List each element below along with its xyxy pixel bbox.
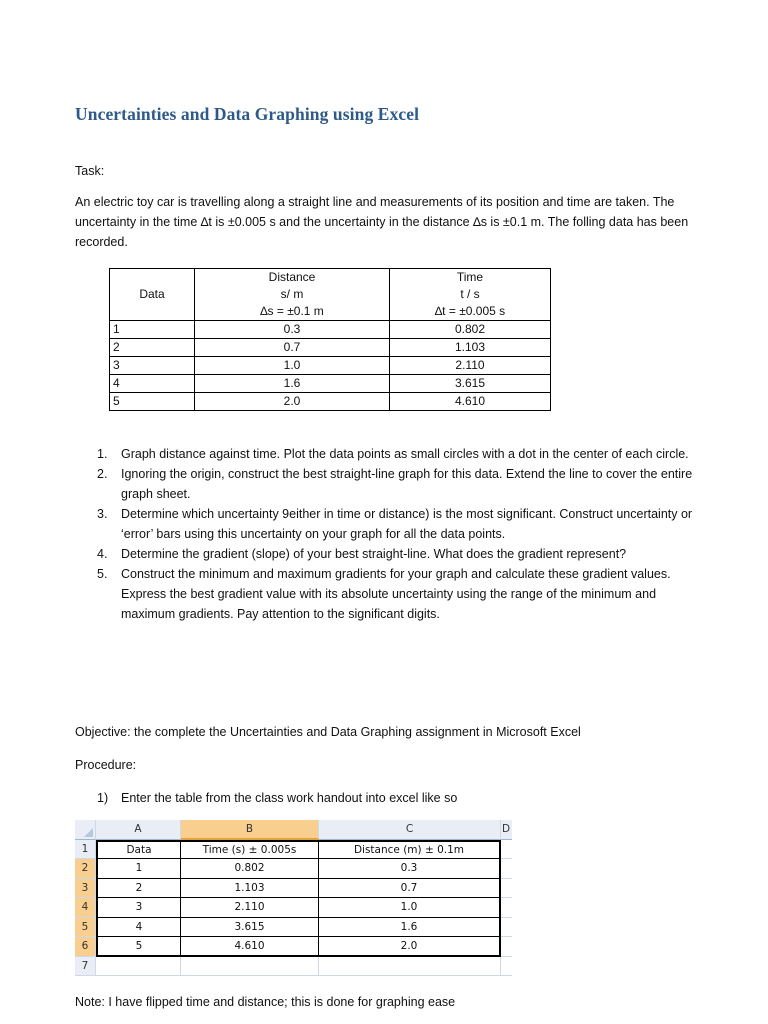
cell-time: 1.103 [390,339,551,357]
sheet-cell[interactable]: 0.802 [181,859,319,879]
list-text: Construct the minimum and maximum gradients for your graph and calculate these gradient values. Express the best gradient value with its absolute uncertainty using the range of the minimum and maximum gradients. Pay attention to the significant digits. [121,567,671,621]
sheet-cell[interactable]: 1.6 [319,918,501,938]
cell-distance: 0.7 [195,339,390,357]
cell-distance: 1.0 [195,357,390,375]
sheet-cell[interactable]: 1 [96,859,181,879]
sheet-row [75,859,512,879]
sheet-cell[interactable]: 5 [96,937,181,957]
cell-time: 0.802 [390,321,551,339]
sheet-row [75,937,512,957]
step-number: 1) [97,791,109,805]
header-time-line: ∆t = ±0.005 s [434,304,506,318]
sheet-cell[interactable]: 0.3 [319,859,501,879]
cell-data: 4 [110,375,195,393]
sheet-cell[interactable]: 3.615 [181,918,319,938]
column-header-row [75,820,512,840]
sheet-cell[interactable]: 2.0 [319,937,501,957]
cell-data: 5 [110,393,195,411]
cell-distance: 1.6 [195,375,390,393]
sheet-cell[interactable] [501,898,512,918]
table-row [110,375,551,393]
sheet-row [75,840,512,860]
cell-data: 1 [110,321,195,339]
cell-time: 2.110 [390,357,551,375]
sheet-cell[interactable]: 3 [96,898,181,918]
list-text: Graph distance against time. Plot the data points as small circles with a dot in the center of each circle. [121,447,689,461]
list-number: 5. [97,567,108,581]
procedure-step [97,788,457,808]
column-header-b[interactable]: B [181,820,319,840]
list-item [97,464,697,504]
sheet-cell[interactable]: 1.103 [181,879,319,899]
list-text: Determine the gradient (slope) of your best straight-line. What does the gradient represent? [121,547,627,561]
header-time-line: Time [456,270,484,284]
header-time [390,269,551,321]
list-number: 1. [97,447,108,461]
cell-time: 3.615 [390,375,551,393]
list-item [97,564,697,624]
sheet-cell[interactable]: 0.7 [319,879,501,899]
list-text: Determine which uncertainty 9either in time or distance) is the most significant. Construct uncertainty or ‘error’ bars using this uncertainty on your graph for all the data points. [121,507,693,541]
sheet-cell[interactable]: 4.610 [181,937,319,957]
list-item [97,544,697,564]
task-list [97,444,697,624]
sheet-cell[interactable]: Distance (m) ± 0.1m [319,840,501,860]
sheet-cell[interactable] [501,918,512,938]
header-time-line: t / s [460,287,480,301]
row-header[interactable]: 3 [75,879,96,899]
sheet-cell[interactable] [501,879,512,899]
header-distance-line: ∆s = ±0.1 m [260,304,324,318]
procedure-label: Procedure: [75,758,137,772]
sheet-cell[interactable]: 2 [96,879,181,899]
table-header-row [110,269,551,321]
sheet-cell[interactable]: 2.110 [181,898,319,918]
cell-distance: 2.0 [195,393,390,411]
sheet-row [75,957,512,977]
row-header[interactable]: 1 [75,840,96,860]
measurement-table [109,268,551,411]
select-all-corner[interactable] [75,820,96,840]
list-item [97,444,697,464]
sheet-cell[interactable] [501,937,512,957]
sheet-cell[interactable] [319,957,501,977]
intro-paragraph: An electric toy car is travelling along a straight line and measurements of its position and time are taken. The uncertainty in the time ∆t is ±0.005 s and the uncertainty in the distance ∆s is ±0.1 m. The folling data has been recorded. [75,195,689,249]
cell-data: 2 [110,339,195,357]
list-number: 4. [97,547,108,561]
sheet-cell[interactable] [96,957,181,977]
sheet-row [75,898,512,918]
task-label: Task: [75,164,105,178]
table-row [110,321,551,339]
page-title: Uncertainties and Data Graphing using Excel [75,104,420,124]
list-text: Ignoring the origin, construct the best straight-line graph for this data. Extend the line to cover the entire graph sheet. [121,467,693,501]
sheet-cell[interactable] [501,840,512,860]
sheet-cell[interactable]: Data [96,840,181,860]
sheet-cell[interactable]: 4 [96,918,181,938]
list-item [97,504,697,544]
cell-distance: 0.3 [195,321,390,339]
sheet-cell[interactable]: Time (s) ± 0.005s [181,840,319,860]
row-header[interactable]: 5 [75,918,96,938]
sheet-cell[interactable]: 1.0 [319,898,501,918]
header-distance [195,269,390,321]
sheet-cell[interactable] [501,957,512,977]
row-header[interactable]: 4 [75,898,96,918]
column-header-d[interactable]: D [501,820,512,840]
column-header-a[interactable]: A [96,820,181,840]
row-header[interactable]: 7 [75,957,96,977]
step-text: Enter the table from the class work handout into excel like so [121,791,458,805]
sheet-cell[interactable] [181,957,319,977]
cell-time: 4.610 [390,393,551,411]
header-distance-line: s/ m [280,287,304,301]
sheet-row [75,918,512,938]
objective-text: Objective: the complete the Uncertainties and Data Graphing assignment in Microsoft Excel [75,725,581,739]
cell-data: 3 [110,357,195,375]
note-text: Note: I have flipped time and distance; this is done for graphing ease [75,995,456,1009]
sheet-row [75,879,512,899]
sheet-cell[interactable] [501,859,512,879]
excel-spreadsheet [75,820,512,976]
table-row [110,357,551,375]
header-distance-line: Distance [268,270,316,284]
table-row [110,393,551,411]
row-header[interactable]: 2 [75,859,96,879]
column-header-c[interactable]: C [319,820,501,840]
table-row [110,339,551,357]
list-number: 2. [97,467,108,481]
list-number: 3. [97,507,108,521]
row-header[interactable]: 6 [75,937,96,957]
header-data: Data [110,269,195,321]
